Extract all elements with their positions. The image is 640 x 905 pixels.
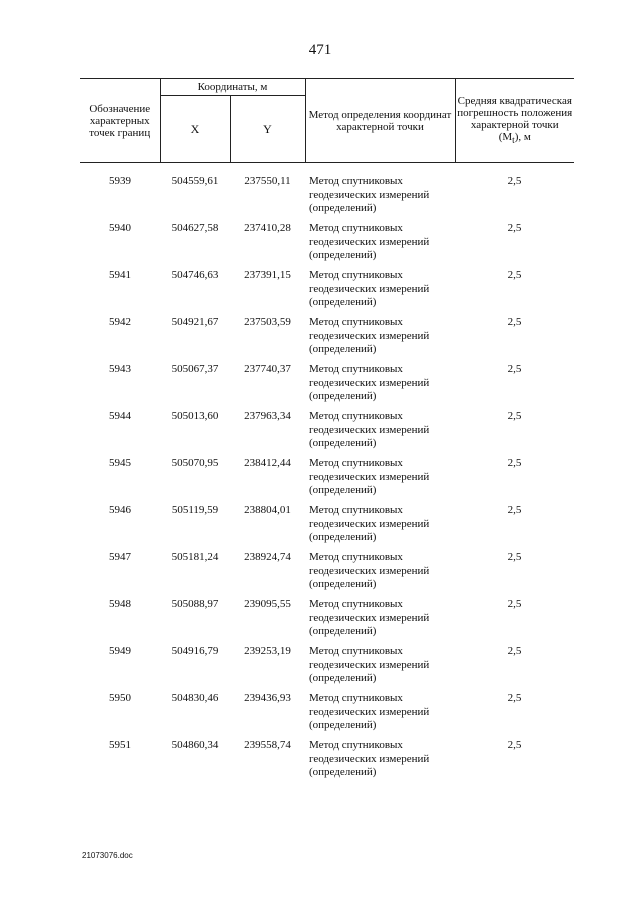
cell-method: Метод спутниковых геодезических измерений (определений)	[309, 598, 430, 637]
cell-point: 5950	[109, 692, 131, 704]
header-error-suffix: ), м	[514, 130, 531, 143]
cell-error: 2,5	[507, 175, 522, 187]
cell-method: Метод спутниковых геодезических измерений (определений)	[309, 175, 430, 214]
cell-x: 504627,58	[171, 222, 219, 234]
cell-x: 505070,95	[171, 457, 219, 469]
cell-error: 2,5	[507, 739, 522, 751]
cell-error: 2,5	[507, 222, 522, 234]
cell-point: 5939	[109, 175, 131, 187]
table-row	[80, 222, 574, 269]
cell-y: 237410,28	[244, 222, 291, 234]
header-x: X	[160, 96, 230, 163]
table-row	[80, 175, 574, 222]
cell-x: 505067,37	[171, 363, 219, 375]
cell-y: 237550,11	[244, 175, 291, 187]
cell-y: 238924,74	[244, 551, 291, 563]
cell-x: 505088,97	[171, 598, 219, 610]
cell-y: 239253,19	[244, 645, 291, 657]
cell-method: Метод спутниковых геодезических измерений (определений)	[309, 316, 430, 355]
cell-y: 237740,37	[244, 363, 291, 375]
header-error-prefix: (M	[498, 130, 513, 143]
table-header	[80, 79, 574, 163]
cell-point: 5946	[109, 504, 131, 516]
footer-filename: 21073076.doc	[82, 851, 133, 860]
cell-error: 2,5	[507, 645, 522, 657]
cell-point: 5951	[109, 739, 131, 751]
header-point-name: Обозначение характерных точек границ	[80, 79, 160, 163]
cell-method: Метод спутниковых геодезических измерений (определений)	[309, 692, 430, 731]
table-row	[80, 316, 574, 363]
table-row	[80, 739, 574, 786]
cell-method: Метод спутниковых геодезических измерений (определений)	[309, 269, 430, 308]
table-row	[80, 410, 574, 457]
cell-error: 2,5	[507, 457, 522, 469]
cell-x: 505013,60	[171, 410, 219, 422]
cell-point: 5943	[109, 363, 131, 375]
cell-error: 2,5	[507, 410, 522, 422]
cell-y: 238804,01	[244, 504, 291, 516]
table-body	[80, 163, 574, 787]
cell-error: 2,5	[507, 692, 522, 704]
coordinates-table-container	[80, 78, 574, 786]
cell-y: 239436,93	[244, 692, 291, 704]
header-coordinates: Координаты, м	[160, 79, 305, 96]
cell-point: 5948	[109, 598, 131, 610]
cell-point: 5947	[109, 551, 131, 563]
header-method: Метод определения координат характерной точки	[305, 79, 455, 163]
cell-error: 2,5	[507, 363, 522, 375]
page-number: 471	[308, 42, 332, 58]
cell-x: 504559,61	[171, 175, 219, 187]
header-error-text: Средняя квадратическая погрешность положения характерной точки	[457, 94, 573, 131]
cell-y: 237503,59	[244, 316, 291, 328]
header-error-subscript: t	[512, 135, 515, 146]
cell-error: 2,5	[507, 551, 522, 563]
cell-error: 2,5	[507, 598, 522, 610]
cell-y: 239558,74	[244, 739, 291, 751]
cell-method: Метод спутниковых геодезических измерений (определений)	[309, 222, 430, 261]
header-y: Y	[230, 96, 305, 163]
table-row	[80, 363, 574, 410]
cell-method: Метод спутниковых геодезических измерений (определений)	[309, 410, 430, 449]
table-row	[80, 504, 574, 551]
cell-point: 5940	[109, 222, 131, 234]
cell-method: Метод спутниковых геодезических измерений (определений)	[309, 504, 430, 543]
cell-x: 504860,34	[171, 739, 219, 751]
cell-point: 5945	[109, 457, 131, 469]
cell-point: 5949	[109, 645, 131, 657]
table-row	[80, 269, 574, 316]
cell-x: 505119,59	[171, 504, 219, 516]
header-error	[455, 79, 574, 163]
cell-y: 237391,15	[244, 269, 291, 281]
cell-error: 2,5	[507, 504, 522, 516]
table-row	[80, 598, 574, 645]
table-row	[80, 645, 574, 692]
cell-point: 5941	[109, 269, 131, 281]
cell-x: 504830,46	[171, 692, 219, 704]
cell-x: 505181,24	[171, 551, 219, 563]
cell-method: Метод спутниковых геодезических измерений (определений)	[309, 551, 430, 590]
cell-y: 239095,55	[244, 598, 291, 610]
cell-point: 5942	[109, 316, 131, 328]
cell-x: 504746,63	[171, 269, 219, 281]
cell-x: 504921,67	[171, 316, 219, 328]
cell-method: Метод спутниковых геодезических измерений (определений)	[309, 457, 430, 496]
cell-method: Метод спутниковых геодезических измерений (определений)	[309, 645, 430, 684]
cell-y: 238412,44	[244, 457, 291, 469]
cell-y: 237963,34	[244, 410, 291, 422]
table-row	[80, 457, 574, 504]
cell-error: 2,5	[507, 269, 522, 281]
cell-method: Метод спутниковых геодезических измерений (определений)	[309, 363, 430, 402]
coordinates-table	[80, 78, 574, 786]
cell-point: 5944	[109, 410, 131, 422]
cell-method: Метод спутниковых геодезических измерений (определений)	[309, 739, 430, 778]
cell-x: 504916,79	[171, 645, 219, 657]
table-row	[80, 551, 574, 598]
table-row	[80, 692, 574, 739]
cell-error: 2,5	[507, 316, 522, 328]
